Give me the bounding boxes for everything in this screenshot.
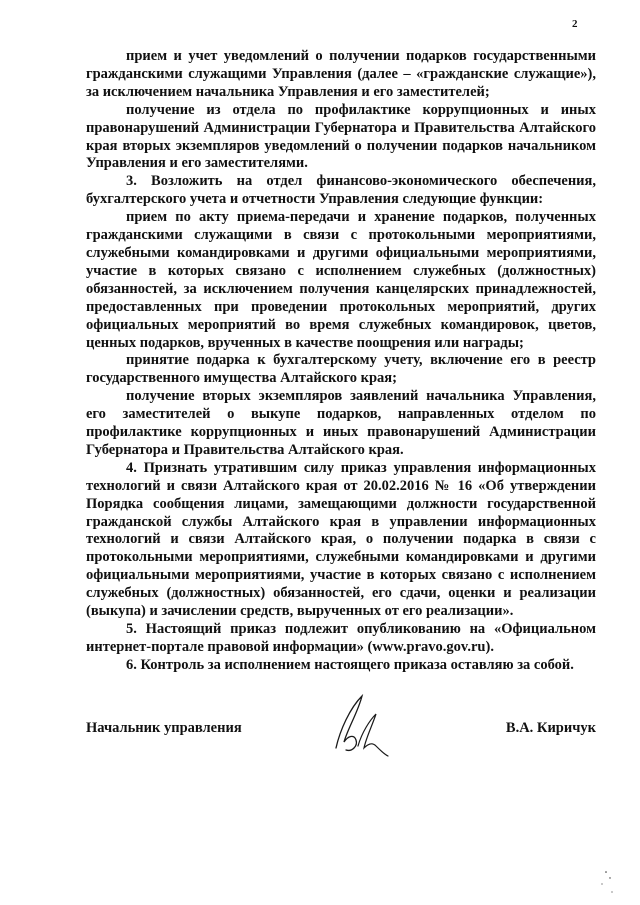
- page-number: 2: [572, 18, 578, 30]
- paragraph: 3. Возложить на отдел финансово-экономического обеспечения, бухгалтерского учета и отчетности Управления следующие функции:: [86, 173, 596, 208]
- paragraph: получение вторых экземпляров заявлений начальника Управления, его заместителей о выкупе подарков, направленных отделом по профилактике коррупционных и иных правонарушений Администрации Губернатора и Правительства Алтайского края.: [86, 388, 596, 458]
- paragraph: 5. Настоящий приказ подлежит опубликованию на «Официальном интернет-портале правовой информации» (www.pravo.gov.ru).: [86, 621, 596, 655]
- paragraph: получение из отдела по профилактике коррупционных и иных правонарушений Администрации Губернатора и Правительства Алтайского края вторых экземпляров уведомлений о получении подарков начальником Управления и его заместителями.: [86, 101, 596, 172]
- paragraph: 4. Признать утратившим силу приказ управления информационных технологий и связи Алтайского края от 20.02.2016 № 16 «Об утверждении Порядка сообщения лицами, замещающими должности государственной гражданской службы Алтайского края в управлении информационных технологий и связи Алтайского края, о получении подарка в связи с протокольными мероприятиями, служебными командировками и другими официальными мероприятиями, участие в которых связано с исполнением служебных (должностных) обязанностей, его сдачи, оценки и реализации (выкупа) и зачислении средств, вырученных от его реализации».: [86, 459, 596, 620]
- signature-block: [86, 690, 596, 760]
- scan-specks: [592, 868, 622, 898]
- paragraph: прием и учет уведомлений о получении подарков государственными гражданскими служащими Управления (далее – «гражданские служащие»), за исключением начальника Управления и его заместителей;: [86, 48, 596, 100]
- signer-position: Начальник управления: [86, 720, 242, 736]
- document-body: [86, 48, 596, 675]
- signer-name: В.А. Киричук: [505, 720, 596, 736]
- handwritten-signature: [314, 690, 394, 760]
- paragraph: 6. Контроль за исполнением настоящего приказа оставляю за собой.: [126, 656, 574, 673]
- paragraph: принятие подарка к бухгалтерскому учету, включение его в реестр государственного имущества Алтайского края;: [86, 352, 596, 387]
- paragraph: прием по акту приема-передачи и хранение подарков, полученных гражданскими служащими в связи с протокольными мероприятиями, служебными командировками и другими официальными мероприятиями, участие в которых связано с исполнением служебных (должностных) обязанностей, за исключением получения канцелярских принадлежностей, предоставленных при проведении протокольных мероприятий, других официальных мероприятий во время служебных командировок, цветов, ценных подарков, врученных в качестве поощрения или награды;: [86, 209, 596, 351]
